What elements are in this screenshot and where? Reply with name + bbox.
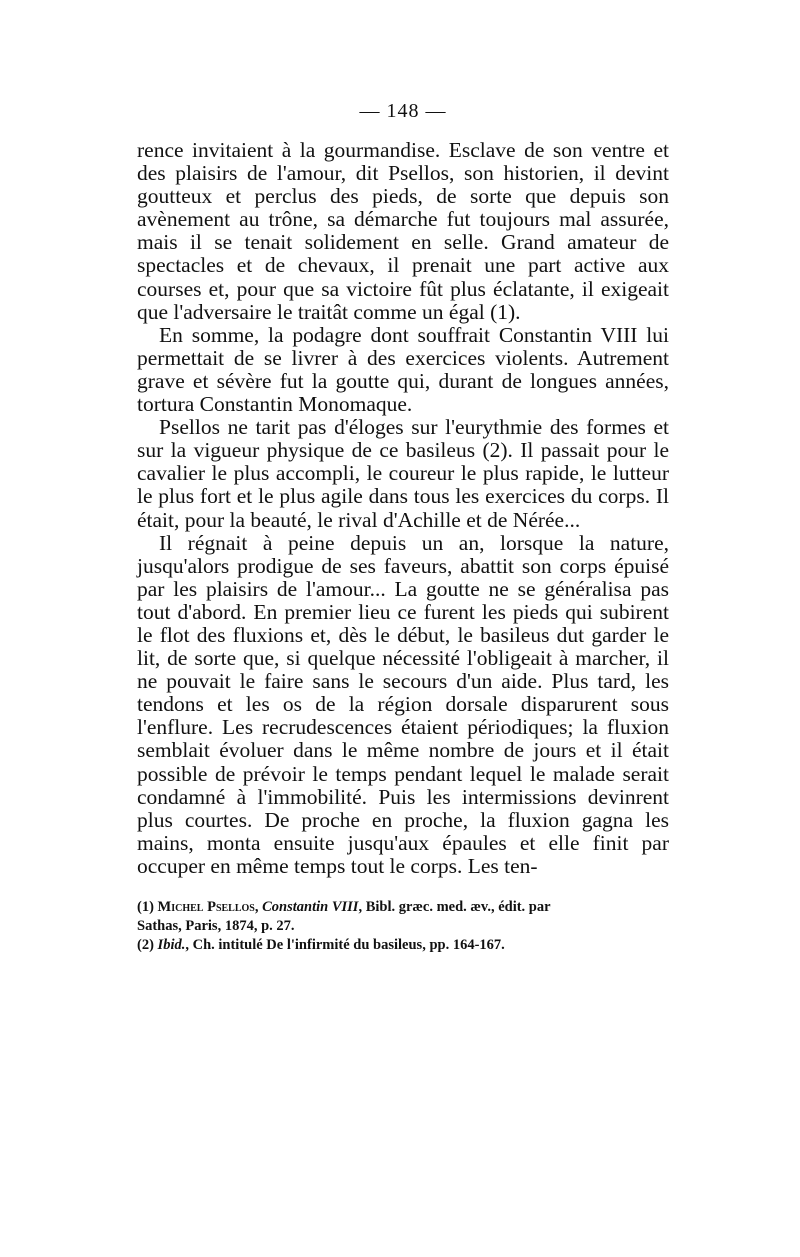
footnote-2	[137, 936, 669, 955]
book-page	[137, 100, 669, 955]
paragraph: En somme, la podagre dont souffrait Constantin VIII lui permettait de se livrer à des exercices violents. Autrement grave et sévère fut la goutte qui, durant de longues années, tortura Constantin Monomaque.	[137, 322, 669, 417]
footnote-text: , Ch. intitulé De l'infirmité du basileus, pp. 164-167.	[185, 937, 505, 953]
footnote-separator: ,	[254, 899, 263, 915]
body-text	[137, 139, 669, 878]
footnote-text: , Bibl. græc. med. æv., édit. par	[358, 899, 551, 915]
footnote-title: Constantin VIII	[262, 899, 359, 915]
footnote-1	[137, 898, 669, 936]
footnote-marker: (1)	[137, 899, 158, 915]
footnote-text: Sathas, Paris, 1874, p. 27.	[137, 918, 295, 934]
paragraph-continued: rence invitaient à la gourmandise. Esclave de son ventre et des plaisirs de l'amour, dit Psellos, son historien, il devint goutteux et perclus des pieds, de sorte que depuis son avènement au trône, sa démarche fut toujours mal assurée, mais il se tenait solidement en selle. Grand amateur de spectacles et de chevaux, il prenait une part active aux courses et, pour que sa victoire fût plus éclatante, il exigeait que l'adversaire le traitât comme un égal (1).	[137, 138, 669, 324]
footnotes	[137, 898, 669, 955]
footnote-marker: (2)	[137, 937, 158, 953]
paragraph: Il régnait à peine depuis un an, lorsque la nature, jusqu'alors prodigue de ses faveurs, abattit son corps épuisé par les plaisirs de l'amour... La goutte ne se généralisa pas tout d'abord. En premier lieu ce furent les pieds qui subirent le flot des fluxions et, dès le début, le basileus dut garder le lit, de sorte que, si quelque nécessité l'obligeait à marcher, il ne pouvait le faire sans le secours d'un aide. Plus tard, les tendons et les os de la région dorsale disparurent sous l'enflure. Les recrudescences étaient périodiques; la fluxion semblait évoluer dans le même nombre de jours et il était possible de prévoir le temps pendant lequel le malade serait condamné à l'immobilité. Puis les intermissions devinrent plus courtes. De proche en proche, la fluxion gagna les mains, monta ensuite jusqu'aux épaules et elle finit par occuper en même temps tout le corps. Les ten-	[137, 530, 669, 878]
footnote-author: Michel Psellos	[157, 899, 255, 915]
page-number: — 148 —	[359, 100, 447, 122]
footnote-ibid: Ibid.	[157, 937, 186, 953]
paragraph: Psellos ne tarit pas d'éloges sur l'eurythmie des formes et sur la vigueur physique de ce basileus (2). Il passait pour le cavalier le plus accompli, le coureur le plus rapide, le lutteur le plus fort et le plus agile dans tous les exercices du corps. Il était, pour la beauté, le rival d'Achille et de Nérée...	[137, 415, 669, 532]
